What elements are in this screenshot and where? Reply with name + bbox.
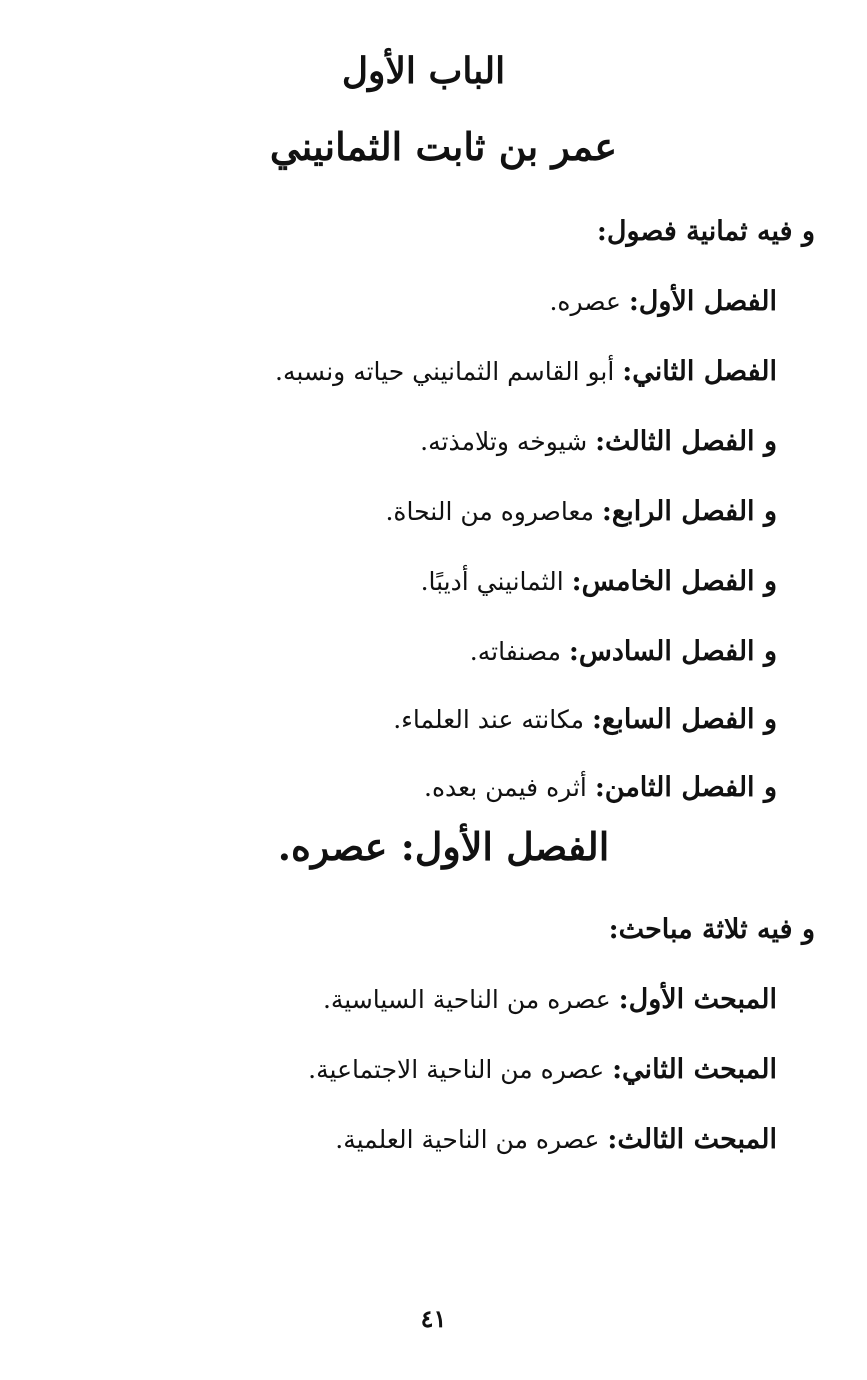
chapter-item-3 [420,426,777,457]
section-text: عصره من الناحية الاجتماعية. [308,1055,613,1084]
chapter-item-7 [393,704,777,735]
page-number: ٤١ [420,1304,447,1333]
section-label: المبحث الثاني: [612,1054,777,1085]
chapter-text: معاصروه من النحاة. [385,497,602,526]
section-text: عصره من الناحية العلمية. [335,1125,608,1154]
chapter-item-2 [275,356,777,387]
section-item-1 [323,984,777,1015]
section-label: المبحث الأول: [618,984,777,1015]
chapter-item-5 [421,566,777,597]
chapter-label: و الفصل الثامن: [594,772,777,803]
chapter-item-6 [470,636,777,667]
chapter-label: و الفصل الرابع: [601,496,777,527]
chapter-label: و الفصل الثالث: [595,426,777,457]
section-item-3 [335,1124,777,1155]
chapters-intro: و فيه ثمانية فصول: [596,216,815,247]
chapter-label: و الفصل السابع: [592,704,777,735]
chapter-label: الفصل الأول: [628,286,777,317]
sections-intro: و فيه ثلاثة مباحث: [608,914,815,945]
section-text: عصره من الناحية السياسية. [322,985,619,1014]
part-title: الباب الأول [341,50,506,92]
section-item-2 [308,1054,777,1085]
chapter-text: أبو القاسم الثمانيني حياته ونسبه. [275,357,623,386]
chapter-text: شيوخه وتلامذته. [420,427,596,456]
section-label: المبحث الثالث: [607,1124,777,1155]
chapter-label: و الفصل السادس: [568,636,777,667]
chapter1-title: الفصل الأول: عصره. [277,824,610,869]
chapter-text: مكانته عند العلماء. [393,705,593,734]
person-title: عمر بن ثابت الثمانيني [269,124,618,169]
chapter-text: مصنفاته. [469,637,569,666]
chapter-text: عصره. [549,287,629,316]
chapter-text: الثمانيني أديبًا. [420,567,572,596]
chapter-label: الفصل الثاني: [622,356,777,387]
chapter-text: أثره فيمن بعده. [424,773,595,802]
chapter-item-1 [549,286,777,317]
chapter-item-4 [385,496,777,527]
chapter-item-8 [424,772,777,803]
chapter-label: و الفصل الخامس: [571,566,777,597]
